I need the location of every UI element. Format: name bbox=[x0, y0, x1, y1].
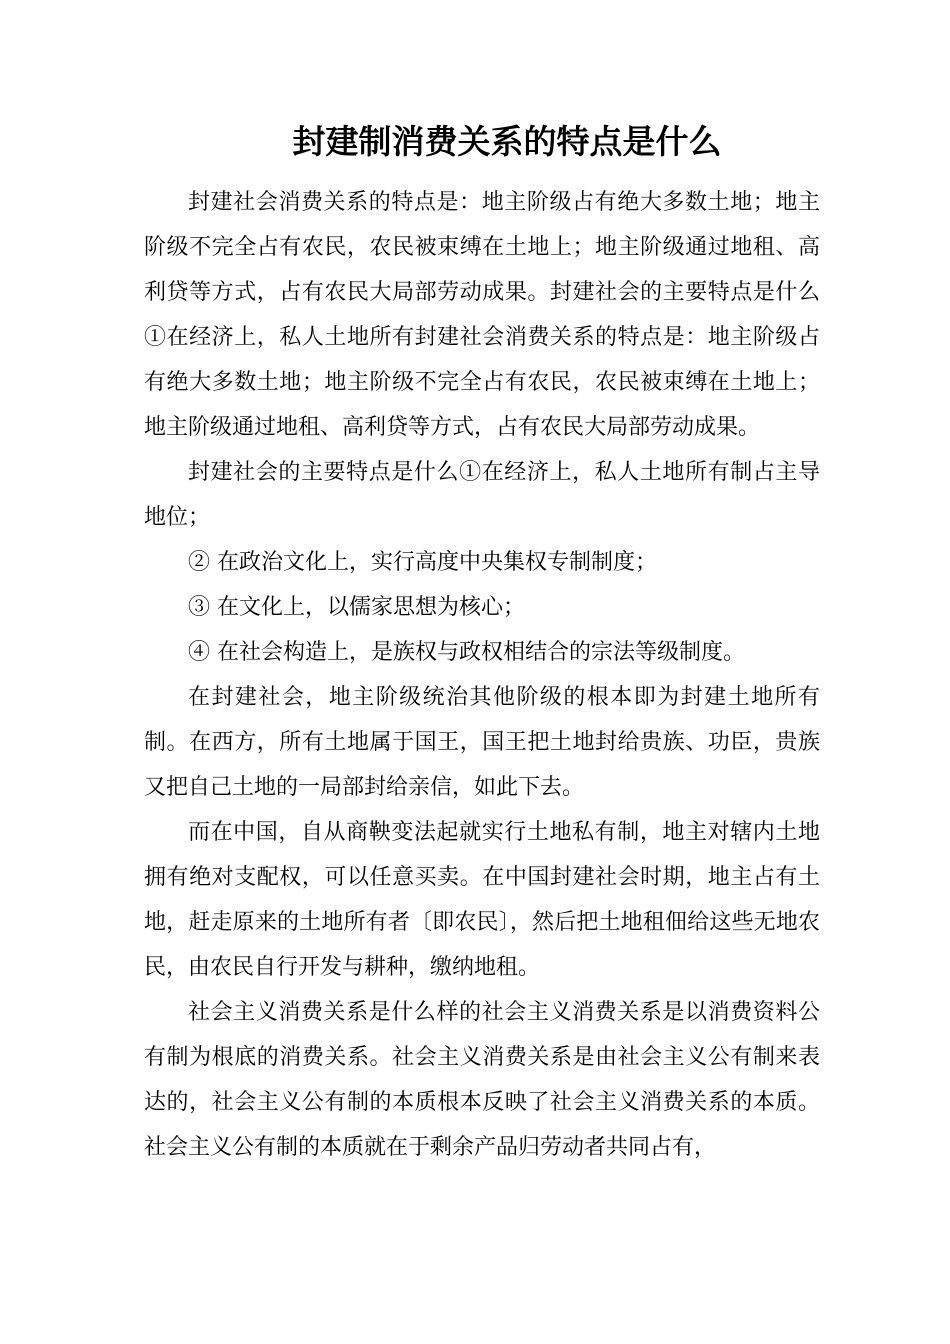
paragraph-2: 封建社会的主要特点是什么①在经济上，私人土地所有制占主导地位； bbox=[144, 460, 820, 530]
document-body bbox=[144, 180, 820, 1170]
paragraph-5: ④ 在社会构造上，是族权与政权相结合的宗法等级制度。 bbox=[188, 640, 745, 665]
paragraph-3: ② 在政治文化上，实行高度中央集权专制制度； bbox=[188, 550, 657, 575]
paragraph-4: ③ 在文化上，以儒家思想为核心； bbox=[188, 595, 525, 620]
paragraph-8: 社会主义消费关系是什么样的社会主义消费关系是以消费资料公有制为根底的消费关系。社会主义消费关系是由社会主义公有制来表达的，社会主义公有制的本质根本反映了社会主义消费关系的本质。社会主义公有制的本质就在于剩余产品归劳动者共同占有， bbox=[144, 1000, 820, 1160]
paragraph-7: 而在中国，自从商鞅变法起就实行土地私有制，地主对辖内土地拥有绝对支配权，可以任意买卖。在中国封建社会时期，地主占有土地，赶走原来的土地所有者〔即农民〕，然后把土地租佃给这些无地农民，由农民自行开发与耕种，缴纳地租。 bbox=[144, 820, 820, 980]
document-title: 封建制消费关系的特点是什么 bbox=[292, 122, 722, 161]
paragraph-6: 在封建社会，地主阶级统治其他阶级的根本即为封建土地所有制。在西方，所有土地属于国王，国王把土地封给贵族、功臣，贵族又把自己土地的一局部封给亲信，如此下去。 bbox=[144, 685, 820, 800]
paragraph-1: 封建社会消费关系的特点是：地主阶级占有绝大多数土地；地主阶级不完全占有农民，农民被束缚在土地上；地主阶级通过地租、高利贷等方式，占有农民大局部劳动成果。封建社会的主要特点是什么①在经济上，私人土地所有封建社会消费关系的特点是：地主阶级占有绝大多数土地；地主阶级不完全占有农民，农民被束缚在土地上；地主阶级通过地租、高利贷等方式，占有农民大局部劳动成果。 bbox=[144, 190, 820, 440]
